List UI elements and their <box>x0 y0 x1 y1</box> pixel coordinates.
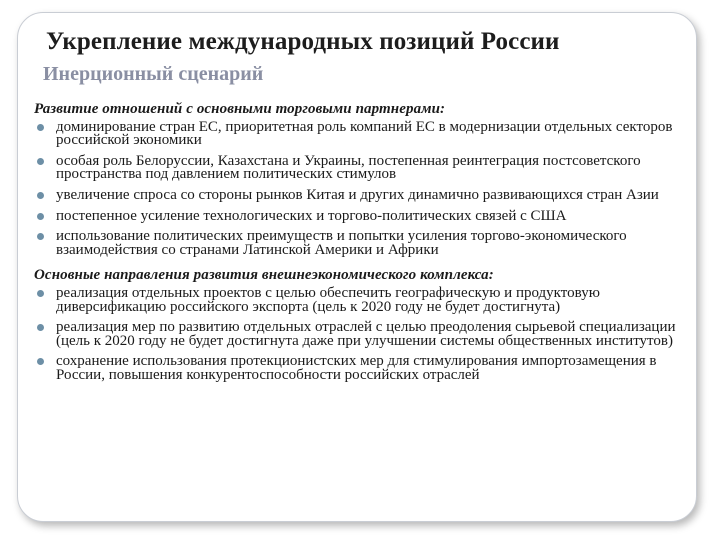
section-heading: Основные направления развития внешнеэкономического комплекса: <box>34 267 494 284</box>
list-item-text: реализация отдельных проектов с целью обеспечить географическую и продуктовую диверсификацию российского экспорта (цель к 2020 году не будет достигнута) <box>56 284 600 315</box>
list-item <box>34 321 694 348</box>
list-item <box>34 152 694 183</box>
section-foreign-economic-complex <box>34 269 694 382</box>
list-item-text: увеличение спроса со стороны рынков Китая и других динамично развивающихся стран Азии <box>56 186 659 203</box>
bullet-icon <box>37 233 44 240</box>
list-item <box>34 118 694 149</box>
section-heading: Развитие отношений с основными торговыми партнерами: <box>34 101 446 117</box>
list-item <box>34 230 694 257</box>
list-item <box>34 355 694 382</box>
list-item-text: постепенное усиление технологических и торгово-политических связей с США <box>56 207 567 224</box>
bullet-icon <box>37 290 44 297</box>
bullet-list <box>34 118 694 258</box>
slide-subtitle: Инерционный сценарий <box>43 63 264 85</box>
list-item-text: сохранение использования протекционистских мер для стимулирования импортозамещения в России, повышения конкурентоспособности российских отраслей <box>56 353 657 383</box>
bullet-list <box>34 284 694 383</box>
list-item-text: реализация мер по развитию отдельных отраслей с целью преодоления сырьевой специализации (цель к 2020 году не будет достигнута даже при улучшении системы общественных институтов) <box>56 319 676 349</box>
bullet-icon <box>37 358 44 365</box>
bullet-icon <box>37 324 44 331</box>
list-item-text: использование политических преимуществ и попытки усиления торгово-экономического взаимодействия со странами Латинской Америки и Африки <box>56 228 627 258</box>
bullet-icon <box>37 192 44 199</box>
slide-content <box>34 103 694 390</box>
section-trade-partners <box>34 103 694 257</box>
slide-title: Укрепление международных позиций России <box>46 28 560 55</box>
list-item-text: особая роль Белоруссии, Казахстана и Украины, постепенная реинтеграция постсоветского пространства под давлением политических стимулов <box>56 152 641 183</box>
list-item <box>34 186 694 203</box>
bullet-icon <box>37 124 44 131</box>
list-item <box>34 207 694 224</box>
list-item-text: доминирование стран ЕС, приоритетная роль компаний ЕС в модернизации отдельных секторов российской экономики <box>56 118 673 149</box>
list-item <box>34 284 694 315</box>
bullet-icon <box>37 213 44 220</box>
bullet-icon <box>37 158 44 165</box>
